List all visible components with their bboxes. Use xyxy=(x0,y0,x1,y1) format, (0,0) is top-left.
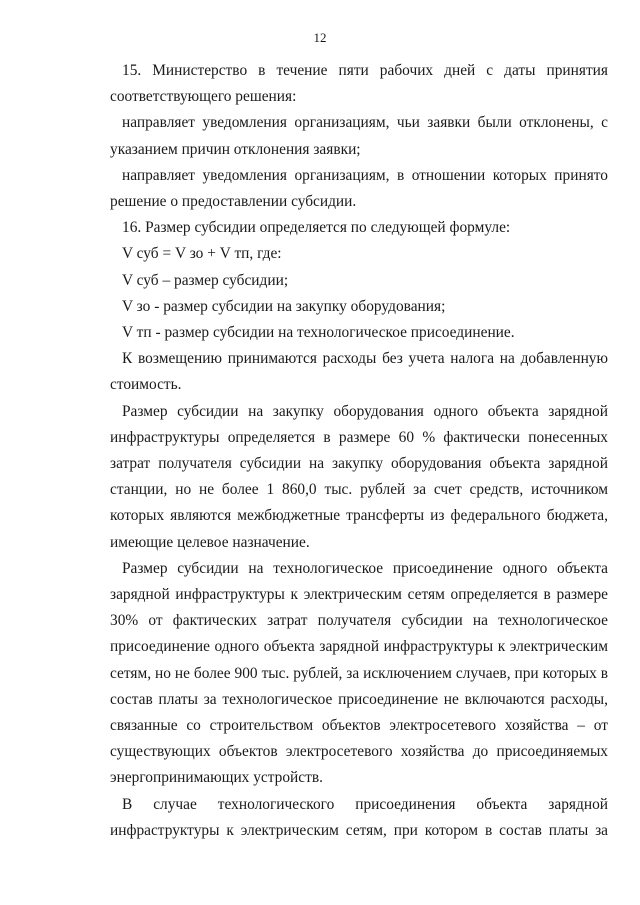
paragraph-ministry-notice: 15. Министерство в течение пяти рабочих дней с даты принятия соответствующего решения: xyxy=(110,62,608,106)
formula-definition-vtp: V тп - размер субсидии на технологическое присоединение. xyxy=(122,324,515,342)
paragraph-vat-note: К возмещению принимаются расходы без учета налога на добавленную стоимость. xyxy=(110,350,608,394)
paragraph-approved-notice: направляет уведомления организациям, в отношении которых принято решение о предоставлении субсидии. xyxy=(110,166,608,211)
paragraph-connection-case: В случае технологического присоединения объекта зарядной инфраструктуры к электрическим сетям, при котором в состав платы за xyxy=(110,795,608,839)
formula-line: V суб = V зо + V тп, где: xyxy=(122,245,282,263)
document-body xyxy=(110,58,608,844)
paragraph-connection-subsidy: Размер субсидии на технологическое присоединение одного объекта зарядной инфраструктуры к электрическим сетям определяется в размере 30% от фактических затрат получателя субсидии на технологическое присоединение одного объекта зарядной инфраструктуры к электрическим сетям, но не более 900 тыс. рублей, за исключением случаев, при которых в состав платы за технологическое присоединение не включаются расходы, связанные со строительством объектов электросетевого хозяйства – от существующих объектов электросетевого хозяйства до присоединяемых энергопринимающих устройств. xyxy=(110,559,608,787)
formula-definition-vzo: V зо - размер субсидии на закупку оборудования; xyxy=(122,297,446,315)
paragraph-equipment-subsidy: Размер субсидии на закупку оборудования одного объекта зарядной инфраструктуры определяется в размере 60 % фактически понесенных затрат получателя субсидии на закупку оборудования объекта зарядной станции, но не более 1 860,0 тыс. рублей за счет средств, источником которых являются межбюджетные трансферты из федерального бюджета, имеющие целевое назначение. xyxy=(110,402,608,551)
paragraph-subsidy-formula-intro: 16. Размер субсидии определяется по следующей формуле: xyxy=(122,219,511,237)
formula-definition-vsub: V суб – размер субсидии; xyxy=(122,271,289,289)
paragraph-rejected-notice: направляет уведомления организациям, чьи заявки были отклонены, с указанием причин отклонения заявки; xyxy=(110,114,608,158)
page-number: 12 xyxy=(313,30,327,45)
